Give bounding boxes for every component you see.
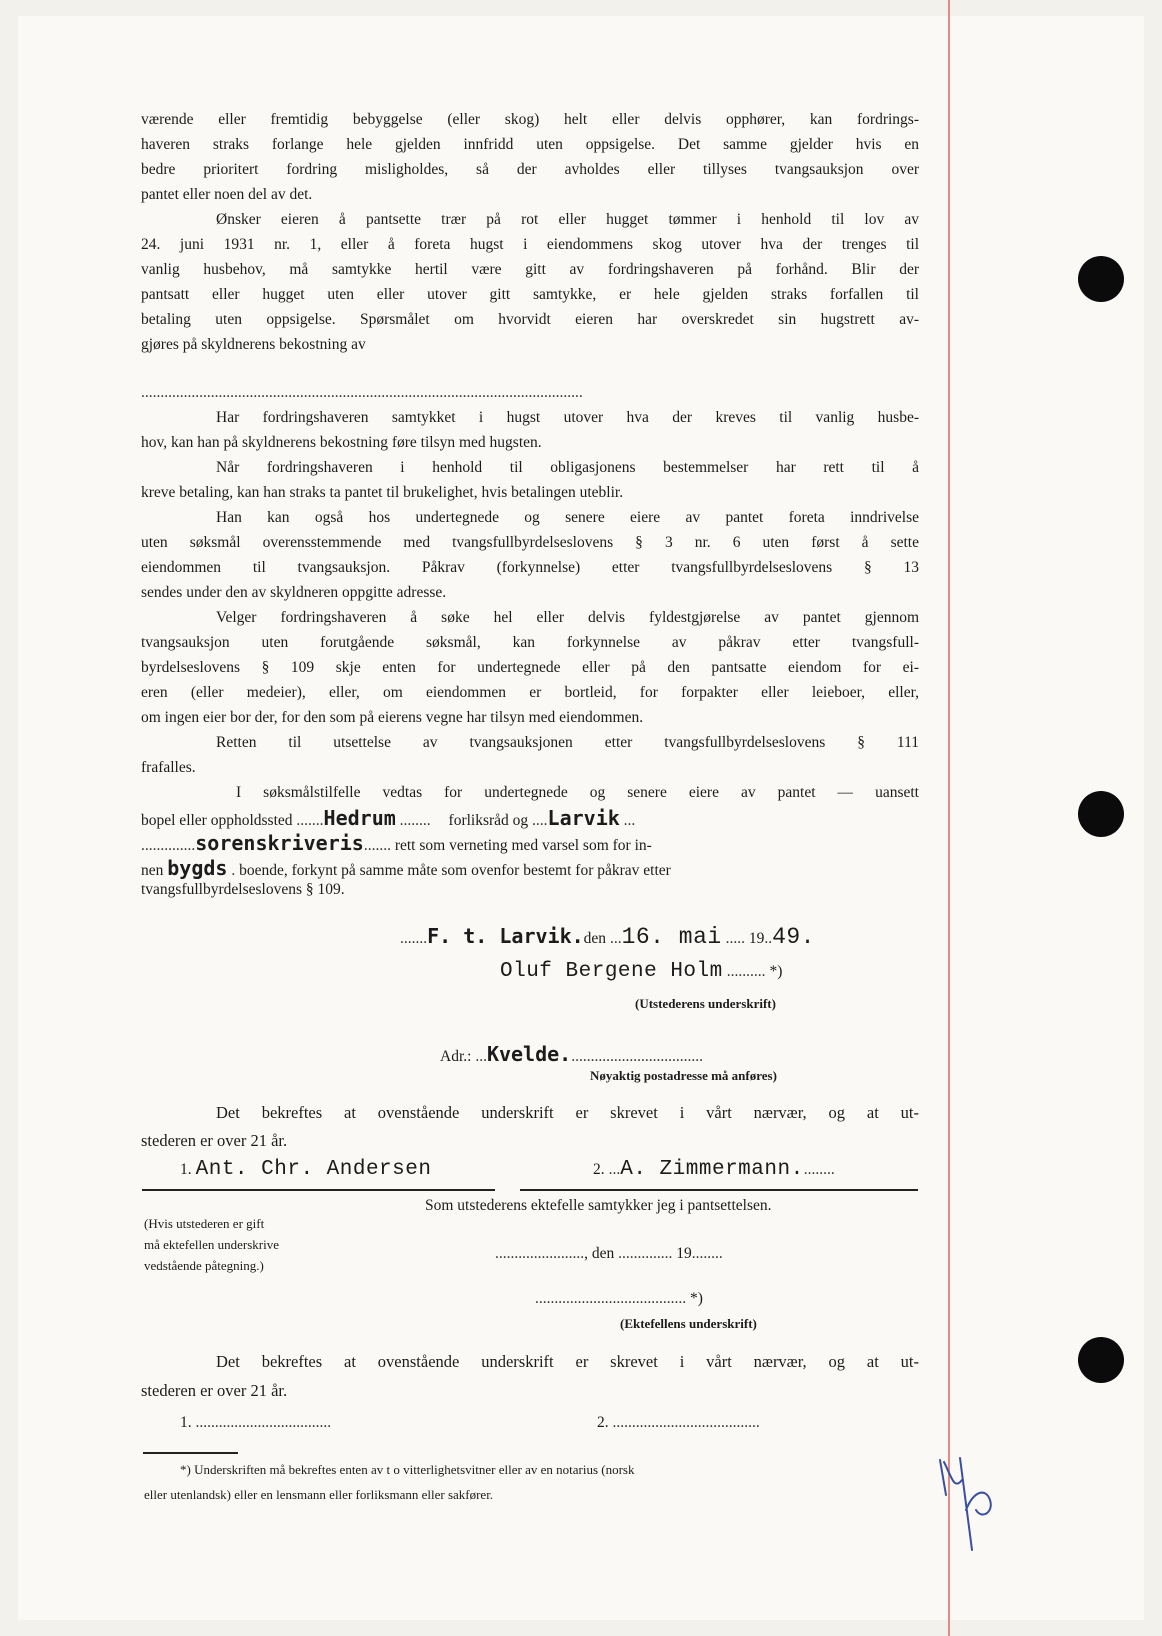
witness-1-name: Ant. Chr. Andersen bbox=[195, 1158, 432, 1181]
body-line: betaling uten oppsigelse. Spørsmålet om hvorvidt eieren har overskredet sin hugstrett av- bbox=[141, 311, 919, 328]
spouse-year-prefix: 19 bbox=[676, 1245, 692, 1262]
court-suffix: rett som verneting med varsel som for in- bbox=[394, 837, 652, 854]
spouse-caption: (Ektefellens underskrift) bbox=[620, 1316, 757, 1331]
issuer-caption: (Utstederens underskrift) bbox=[635, 996, 776, 1011]
body-line: hov, kan han på skyldnerens bekostning føre tilsyn med hugsten. bbox=[141, 434, 542, 451]
year: 49. bbox=[772, 924, 815, 950]
dotted-fill-line: .................................................................................................................. bbox=[141, 384, 583, 401]
witness-2-number: 2. bbox=[593, 1161, 605, 1178]
district-name: bygds bbox=[167, 856, 228, 880]
witness-statement-2: stederen er over 21 år. bbox=[141, 1131, 288, 1150]
footnote-line-2: eller utenlandsk) eller en lensmann eller forliksmann eller sakfører. bbox=[144, 1487, 494, 1502]
address-caption: Nøyaktig postadresse må anføres) bbox=[590, 1068, 777, 1083]
spouse-note bbox=[144, 1213, 279, 1276]
spouse-den: , den bbox=[584, 1245, 615, 1262]
punch-hole-middle bbox=[1078, 791, 1124, 837]
body-line: Har fordringshaveren samtykket i hugst utover hva der kreves til vanlig husbe- bbox=[216, 409, 919, 426]
handwritten-initials bbox=[932, 1450, 1012, 1560]
witness-b2-2-line: 2. ...................................... bbox=[597, 1414, 760, 1431]
body-line: pantsatt eller hugget uten eller utover gitt samtykke, er hele gjelden straks forfallen til bbox=[141, 286, 919, 303]
witness-statement-1: Det bekreftes at ovenstående underskrift er skrevet i vårt nærvær, og at ut- bbox=[216, 1103, 919, 1122]
body-line: vanlig husbehov, må samtykke hertil være gitt av fordringshaveren på forhånd. Blir der bbox=[141, 261, 919, 278]
venue-mid: forliksråd og bbox=[448, 812, 529, 829]
place: F. t. Larvik. bbox=[427, 924, 584, 948]
body-line: Når fordringshaveren i henhold til obligasjonens bestemmelser har rett til å bbox=[216, 459, 919, 476]
day-month: 16. mai bbox=[621, 924, 722, 950]
punch-hole-top bbox=[1078, 256, 1124, 302]
witness-1-line bbox=[180, 1158, 431, 1181]
witness-statement-1: Det bekreftes at ovenstående underskrift er skrevet i vårt nærvær, og at ut- bbox=[216, 1352, 919, 1371]
margin-line bbox=[948, 0, 950, 1636]
body-line: kreve betaling, kan han straks ta pantet til brukelighet, hvis betalingen uteblir. bbox=[141, 484, 624, 501]
spouse-asterisk: *) bbox=[690, 1290, 703, 1307]
body-line: Han kan også hos undertegnede og senere eiere av pantet foreta inndrivelse bbox=[216, 509, 919, 526]
venue-prefix: bopel eller oppholdssted bbox=[141, 812, 293, 829]
body-line: tvangsauksjon uten forutgående søksmål, kan forkynnelse av påkrav etter tvangsfull- bbox=[141, 634, 919, 651]
witness-2-line: 2. ...A. Zimmermann......... bbox=[593, 1158, 835, 1181]
body-line: eren (eller medeier), eller, om eiendommen er bortleid, for forpakter eller leieboer, eller, bbox=[141, 684, 919, 701]
town-name: Larvik bbox=[547, 806, 620, 830]
district-suffix: boende, forkynt på samme måte som ovenfor bestemt for påkrav etter bbox=[239, 862, 671, 879]
witness-1-rule bbox=[142, 1189, 495, 1191]
body-line: Retten til utsettelse av tvangsauksjonen etter tvangsfullbyrdelseslovens § 111 bbox=[216, 734, 919, 751]
body-line: Velger fordringshaveren å søke hel eller delvis fyldestgjørelse av pantet gjennom bbox=[216, 609, 919, 626]
witness-b2-1-line: 1. ................................... bbox=[180, 1414, 332, 1431]
witness-statement-2: stederen er over 21 år. bbox=[141, 1381, 288, 1400]
body-line: gjøres på skyldnerens bekostning av bbox=[141, 336, 366, 353]
footnote-line-1: *) Underskriften må bekreftes enten av t o vitterlighetsvitner eller av en notarius (norsk bbox=[180, 1462, 635, 1477]
body-line: I søksmålstilfelle vedtas for undertegnede og senere eiere av pantet — uansett bbox=[236, 784, 919, 801]
address-line: Adr.: ...Kvelde................................... bbox=[440, 1042, 703, 1066]
address-value: Kvelde. bbox=[486, 1042, 572, 1066]
venue-last-line: tvangsfullbyrdelseslovens § 109. bbox=[141, 881, 345, 898]
court-type: sorenskriveris bbox=[195, 831, 364, 855]
spouse-note-line: vedstående påtegning.) bbox=[144, 1258, 264, 1273]
witness-2-rule bbox=[520, 1189, 918, 1191]
date-line: .......F. t. Larvik.den ...16. mai ..... 19..49. bbox=[400, 924, 815, 950]
venue-line-3: nen bygds . boende, forkynt på samme måte som ovenfor bestemt for påkrav etter bbox=[141, 856, 671, 880]
spouse-date-line: ......................., den .............. 19........ bbox=[495, 1245, 723, 1262]
venue-line-1: bopel eller oppholdssted .......Hedrum ........ forliksråd og ....Larvik ... bbox=[141, 806, 636, 830]
body-line: Ønsker eieren å pantsette trær på rot eller hugget tømmer i henhold til lov av bbox=[216, 211, 919, 228]
spouse-note-line: må ektefellen underskrive bbox=[144, 1237, 279, 1252]
issuer-asterisk: *) bbox=[769, 963, 783, 980]
body-line: om ingen eier bor der, for den som på eierens vegne har tilsyn med eiendommen. bbox=[141, 709, 644, 726]
witness-2-name: A. Zimmermann. bbox=[620, 1158, 804, 1181]
spouse-signature-line: ....................................... *) bbox=[535, 1290, 703, 1307]
footnote-rule bbox=[143, 1452, 238, 1454]
body-line: byrdelseslovens § 109 skje enten for undertegnede eller på den pantsatte eiendom for ei- bbox=[141, 659, 919, 676]
herred-name: Hedrum bbox=[323, 806, 396, 830]
spouse-note-line: (Hvis utstederen er gift bbox=[144, 1216, 265, 1231]
witness-b2-2-number: 2. bbox=[597, 1414, 609, 1431]
year-prefix: 19 bbox=[748, 930, 765, 947]
body-line: bedre prioritert fordring misligholdes, så der avholdes eller tillyses tvangsauksjon over bbox=[141, 161, 919, 178]
den-label: den bbox=[583, 930, 607, 947]
body-line: eiendommen til tvangsauksjon. Påkrav (forkynnelse) etter tvangsfullbyrdelseslovens § 13 bbox=[141, 559, 919, 576]
body-line: sendes under den av skyldneren oppgitte adresse. bbox=[141, 584, 447, 601]
venue-line-2: ..............sorenskriveris....... rett som verneting med varsel som for in- bbox=[141, 831, 652, 855]
address-label: Adr.: bbox=[440, 1048, 472, 1065]
body-line: pantet eller noen del av det. bbox=[141, 186, 313, 203]
witness-b2-1-number: 1. bbox=[180, 1414, 192, 1431]
witness-1-number: 1. bbox=[180, 1161, 192, 1178]
issuer-name: Oluf Bergene Holm bbox=[500, 960, 723, 983]
body-line: 24. juni 1931 nr. 1, eller å foreta hugst i eiendommens skog utover hva der trenges til bbox=[141, 236, 919, 253]
body-line: haveren straks forlange hele gjelden innfridd uten oppsigelse. Det samme gjelder hvis en bbox=[141, 136, 919, 153]
body-line: frafalles. bbox=[141, 759, 196, 776]
body-line: uten søksmål overensstemmende med tvangsfullbyrdelseslovens § 3 nr. 6 uten først å sette bbox=[141, 534, 919, 551]
nen-text: nen bbox=[141, 862, 164, 879]
punch-hole-bottom bbox=[1078, 1337, 1124, 1383]
body-line: værende eller fremtidig bebyggelse (eller skog) helt eller delvis opphører, kan fordrings- bbox=[141, 111, 919, 128]
spouse-consent: Som utstederens ektefelle samtykker jeg i pantsettelsen. bbox=[425, 1197, 772, 1214]
issuer-signature-line: Oluf Bergene Holm .......... *) bbox=[500, 960, 783, 983]
